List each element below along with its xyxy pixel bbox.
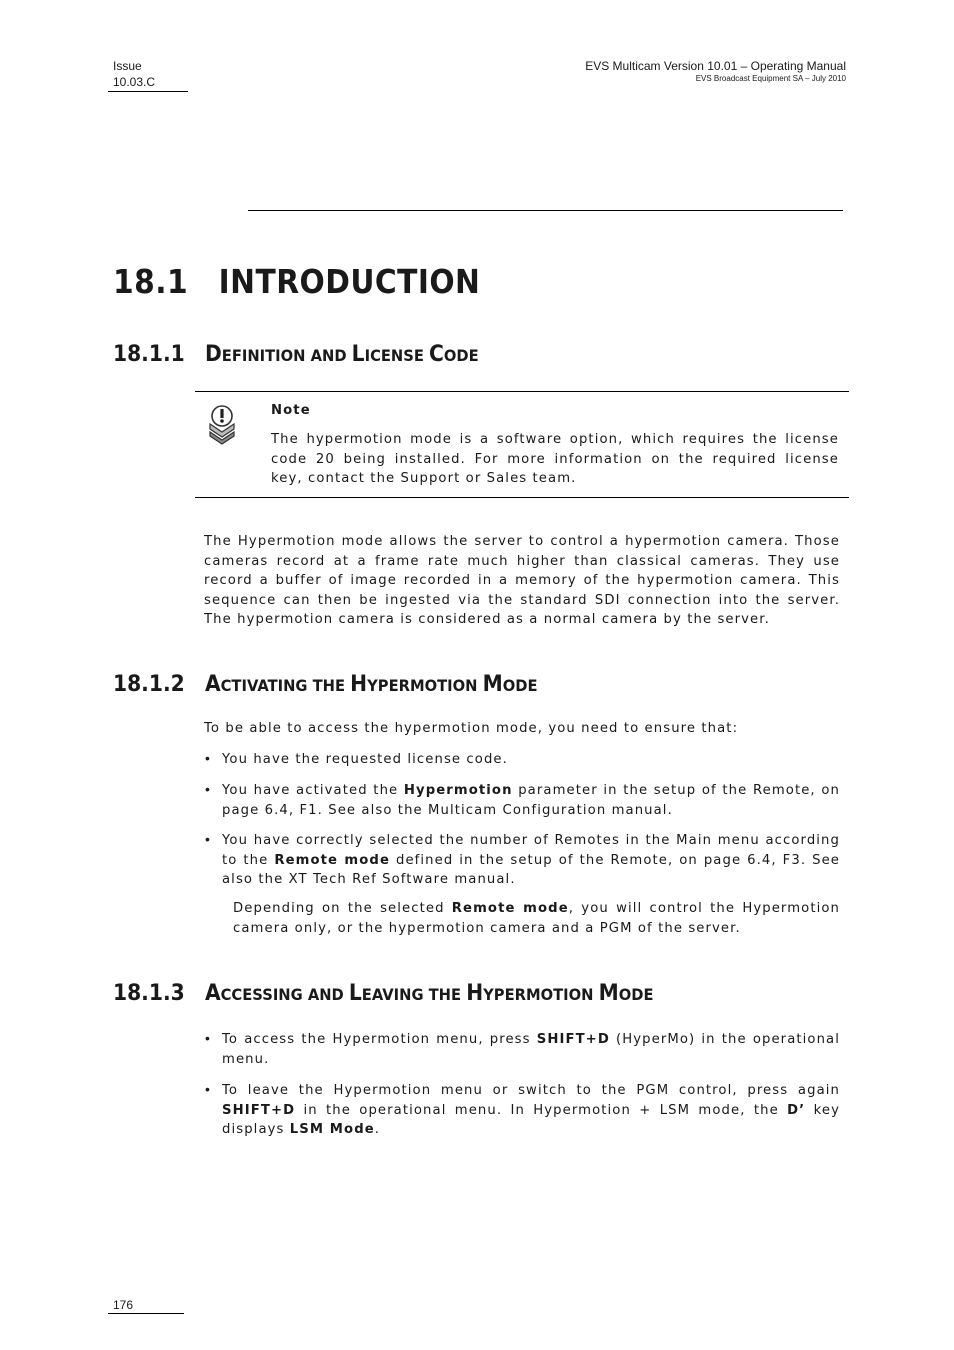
title-small: ODE — [502, 676, 538, 695]
title-small: CCESSING AND — [220, 985, 349, 1004]
title-cap: M — [482, 672, 503, 697]
list-item-text: parameter in the setup of the Remote, on page 6.4, F1. See also the Multicam Configuration manual. — [222, 783, 840, 818]
title-small: CTIVATING THE — [220, 676, 351, 695]
bullet-dot: • — [205, 1081, 210, 1097]
title-small: ODE — [618, 985, 654, 1004]
title-small: YPERMOTION — [483, 985, 599, 1004]
shortcut-key: SHIFT+D — [222, 1102, 296, 1118]
bullet-dot: • — [205, 831, 210, 847]
list-item-text: You have correctly selected the number of Remotes in the Main menu according to the — [222, 833, 840, 868]
issue-label: Issue — [113, 59, 142, 73]
list-item-text: You have activated the — [222, 783, 404, 798]
title-small: ICENSE — [364, 346, 430, 365]
list-item-text: key displays — [222, 1102, 840, 1137]
section-title: INTRODUCTION — [218, 262, 481, 301]
followup-text: Depending on the selected — [233, 901, 452, 916]
subsection-number: 18.1.3 — [113, 981, 185, 1006]
title-cap: H — [466, 981, 484, 1006]
list-item — [222, 750, 840, 770]
top-divider — [248, 210, 843, 211]
remote-mode-followup — [233, 899, 840, 938]
list-item-text: defined in the setup of the Remote, on page 6.4, F3. See also the XT Tech Ref Software manual. — [222, 852, 840, 887]
list-item — [222, 1081, 840, 1140]
followup-text: , you will control the Hypermotion camera only, or the hypermotion camera and a PGM of the server. — [233, 901, 840, 936]
list-item-bold: Hypermotion — [403, 783, 513, 798]
note-text: The hypermotion mode is a software option, which requires the license code 20 being installed. For more information on the required license key, contact the Support or Sales team. — [271, 432, 839, 486]
note-rule-top — [195, 391, 849, 392]
list-item-text: . — [374, 1122, 381, 1137]
title-cap: D — [204, 342, 222, 367]
title-cap: L — [348, 981, 362, 1006]
subsection-heading-3 — [113, 981, 654, 1006]
title-cap: A — [204, 981, 221, 1006]
title-small: YPERMOTION — [367, 676, 483, 695]
list-item-text: You have the requested license code. — [222, 752, 508, 767]
key-name: D’ — [787, 1102, 806, 1118]
list-item-text: (HyperMo) in the operational menu. — [222, 1032, 840, 1067]
title-small: EFINITION AND — [221, 346, 352, 365]
bullet-dot: • — [205, 1030, 210, 1046]
title-cap: C — [429, 342, 444, 367]
title-cap: A — [204, 672, 221, 697]
title-cap: M — [598, 981, 619, 1006]
title-cap: H — [350, 672, 368, 697]
title-small: EAVING THE — [361, 985, 467, 1004]
publisher-line: EVS Broadcast Equipment SA – July 2010 — [695, 74, 846, 83]
page-number: 176 — [113, 1298, 134, 1312]
mode-name: LSM Mode — [289, 1122, 375, 1137]
list-item — [222, 1030, 840, 1069]
header-rule-left — [108, 91, 188, 92]
subsection-heading-2 — [113, 672, 538, 697]
bullet-dot: • — [205, 750, 210, 766]
list-item-text: in the operational menu. In Hypermotion + LSM mode, the — [295, 1102, 788, 1118]
subsection-number: 18.1.1 — [113, 342, 185, 367]
section-heading — [113, 262, 480, 301]
list-item — [222, 781, 840, 820]
subsection-heading-1 — [113, 342, 479, 367]
note-rule-bottom — [195, 497, 849, 498]
title-small: ODE — [443, 346, 479, 365]
section-number: 18.1 — [113, 262, 189, 301]
note-label: Note — [271, 403, 311, 418]
issue-number: 10.03.C — [113, 75, 156, 89]
shortcut-key: SHIFT+D — [536, 1032, 610, 1047]
warning-note-icon — [205, 402, 239, 453]
list-item — [222, 831, 840, 890]
subsection-number: 18.1.2 — [113, 672, 185, 697]
list-item-text: To leave the Hypermotion menu or switch to the PGM control, press again — [222, 1083, 840, 1098]
bullet-dot: • — [205, 781, 210, 797]
manual-title: EVS Multicam Version 10.01 – Operating Manual — [585, 59, 846, 73]
list-item-bold: Remote mode — [274, 852, 391, 868]
title-cap: L — [351, 342, 365, 367]
followup-bold: Remote mode — [451, 901, 569, 916]
activation-lead: To be able to access the hypermotion mode, you need to ensure that: — [204, 721, 739, 736]
intro-paragraph: The Hypermotion mode allows the server to control a hypermotion camera. Those cameras record at a frame rate much higher than classical cameras. They use record a buffer of image recorded in a memory of the hypermotion camera. This sequence can then be ingested via the standard SDI connection into the server. The hypermotion camera is considered as a normal camera by the server. — [204, 534, 840, 627]
list-item-text: To access the Hypermotion menu, press — [222, 1032, 537, 1047]
footer-rule — [108, 1313, 184, 1314]
